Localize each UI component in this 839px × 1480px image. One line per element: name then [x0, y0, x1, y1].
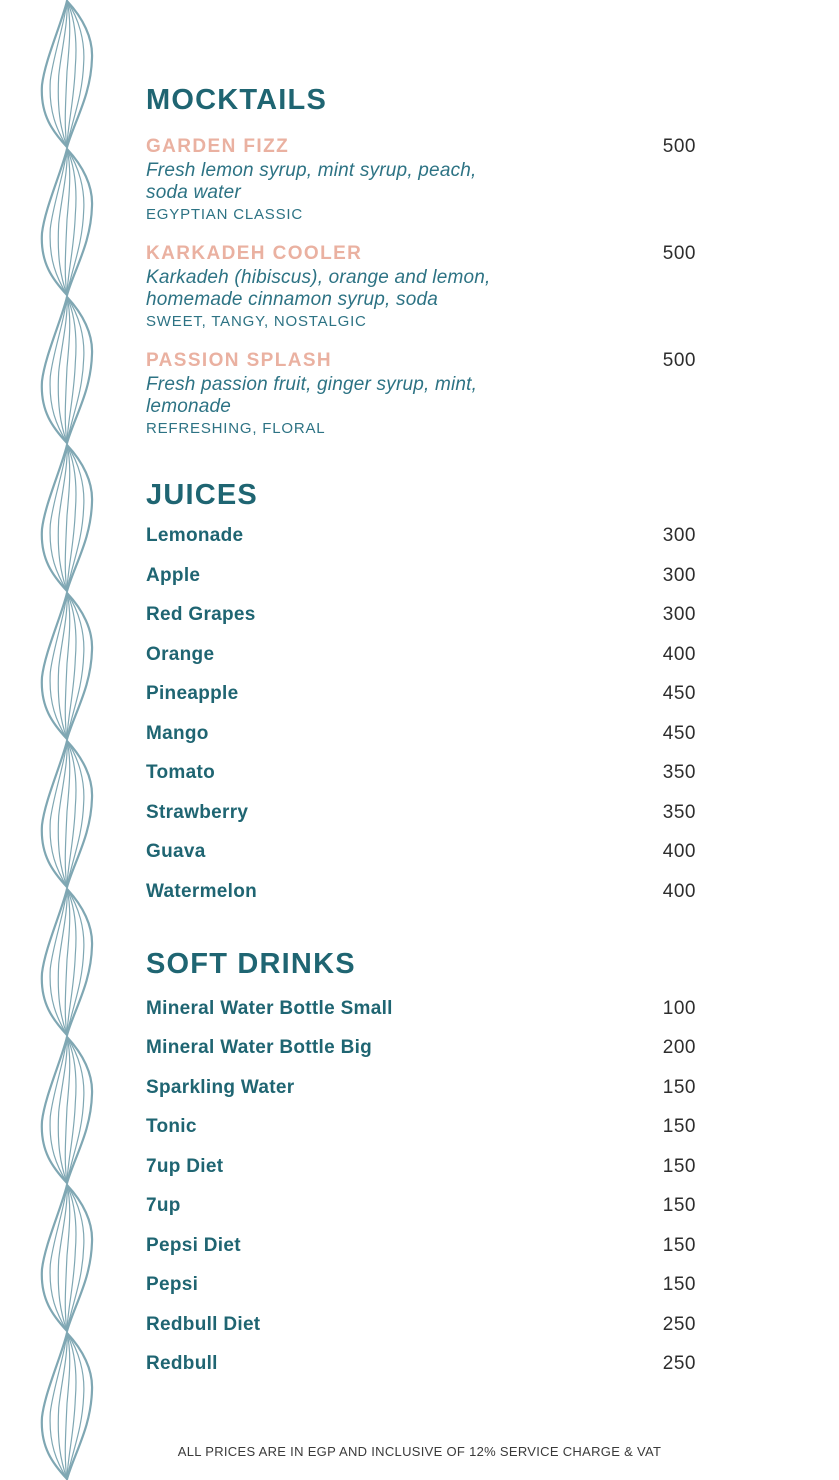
item-price: 450	[662, 722, 696, 744]
item-price: 250	[662, 1313, 696, 1335]
item-tag: REFRESHING, FLORAL	[146, 420, 326, 437]
item-name: Redbull Diet	[146, 1313, 261, 1335]
menu-row-7up-diet	[146, 1147, 696, 1187]
wave-ornament-icon	[38, 0, 96, 1480]
menu-row-apple	[146, 556, 696, 596]
item-name: Watermelon	[146, 880, 258, 902]
item-name: Pineapple	[146, 683, 239, 705]
menu-content	[146, 0, 696, 1384]
item-name: Tomato	[146, 762, 215, 784]
item-price: 150	[662, 1155, 696, 1177]
item-price: 300	[662, 604, 696, 626]
item-price: 500	[662, 136, 696, 157]
section-title-mocktails: MOCKTAILS	[146, 84, 328, 116]
item-price: 250	[662, 1353, 696, 1375]
section-title-juices: JUICES	[146, 479, 258, 511]
menu-row-orange	[146, 635, 696, 675]
menu-row-tonic	[146, 1108, 696, 1148]
item-price: 200	[662, 1037, 696, 1059]
menu-row-redbull	[146, 1345, 696, 1385]
item-price: 400	[662, 841, 696, 863]
item-name: KARKADEH COOLER	[146, 243, 363, 264]
item-name: PASSION SPLASH	[146, 350, 333, 371]
menu-row-strawberry	[146, 793, 696, 833]
section-title-soft-drinks: SOFT DRINKS	[146, 948, 356, 980]
item-price: 150	[662, 1195, 696, 1217]
item-price: 100	[662, 997, 696, 1019]
item-name: Pepsi	[146, 1274, 199, 1296]
item-name: 7up Diet	[146, 1155, 224, 1177]
menu-row-sparkling-water	[146, 1068, 696, 1108]
menu-item-garden-fizz	[146, 136, 696, 223]
item-name: Apple	[146, 564, 201, 586]
menu-row-pineapple	[146, 675, 696, 715]
item-name: Strawberry	[146, 801, 249, 823]
menu-row-pepsi	[146, 1266, 696, 1306]
menu-row-guava	[146, 833, 696, 873]
menu-item-karkadeh-cooler	[146, 243, 696, 330]
item-description: Karkadeh (hibiscus), orange and lemon, homemade cinnamon syrup, soda	[146, 267, 491, 310]
item-name: Mineral Water Bottle Small	[146, 997, 393, 1019]
item-tag: SWEET, TANGY, NOSTALGIC	[146, 313, 367, 330]
menu-row-mineral-water-small	[146, 989, 696, 1029]
menu-row-pepsi-diet	[146, 1226, 696, 1266]
menu-row-lemonade	[146, 517, 696, 557]
item-price: 500	[662, 243, 696, 264]
item-name: Tonic	[146, 1116, 197, 1138]
item-description: Fresh lemon syrup, mint syrup, peach, soda water	[146, 160, 477, 203]
item-description: Fresh passion fruit, ginger syrup, mint, lemonade	[146, 374, 478, 417]
footer-note: ALL PRICES ARE IN EGP AND INCLUSIVE OF 12% SERVICE CHARGE & VAT	[177, 1444, 662, 1459]
item-price: 350	[662, 762, 696, 784]
item-price: 150	[662, 1234, 696, 1256]
item-name: Sparkling Water	[146, 1076, 295, 1098]
item-name: GARDEN FIZZ	[146, 136, 290, 157]
item-price: 150	[662, 1116, 696, 1138]
item-price: 450	[662, 683, 696, 705]
item-name: Mango	[146, 722, 209, 744]
item-name: 7up	[146, 1195, 181, 1217]
menu-row-mango	[146, 714, 696, 754]
menu-row-7up	[146, 1187, 696, 1227]
item-name: Guava	[146, 841, 206, 863]
item-name: Mineral Water Bottle Big	[146, 1037, 373, 1059]
menu-row-watermelon	[146, 872, 696, 912]
item-price: 300	[662, 564, 696, 586]
item-price: 350	[662, 801, 696, 823]
item-price: 400	[662, 643, 696, 665]
item-price: 300	[662, 525, 696, 547]
item-price: 500	[662, 350, 696, 371]
item-name: Red Grapes	[146, 604, 256, 626]
menu-row-redbull-diet	[146, 1305, 696, 1345]
item-tag: EGYPTIAN CLASSIC	[146, 206, 304, 223]
item-name: Lemonade	[146, 525, 244, 547]
item-name: Pepsi Diet	[146, 1234, 241, 1256]
menu-row-mineral-water-big	[146, 1029, 696, 1069]
menu-row-red-grapes	[146, 596, 696, 636]
menu-row-tomato	[146, 754, 696, 794]
item-price: 150	[662, 1076, 696, 1098]
menu-item-passion-splash	[146, 350, 696, 437]
item-price: 400	[662, 880, 696, 902]
item-price: 150	[662, 1274, 696, 1296]
item-name: Redbull	[146, 1353, 218, 1375]
item-name: Orange	[146, 643, 215, 665]
